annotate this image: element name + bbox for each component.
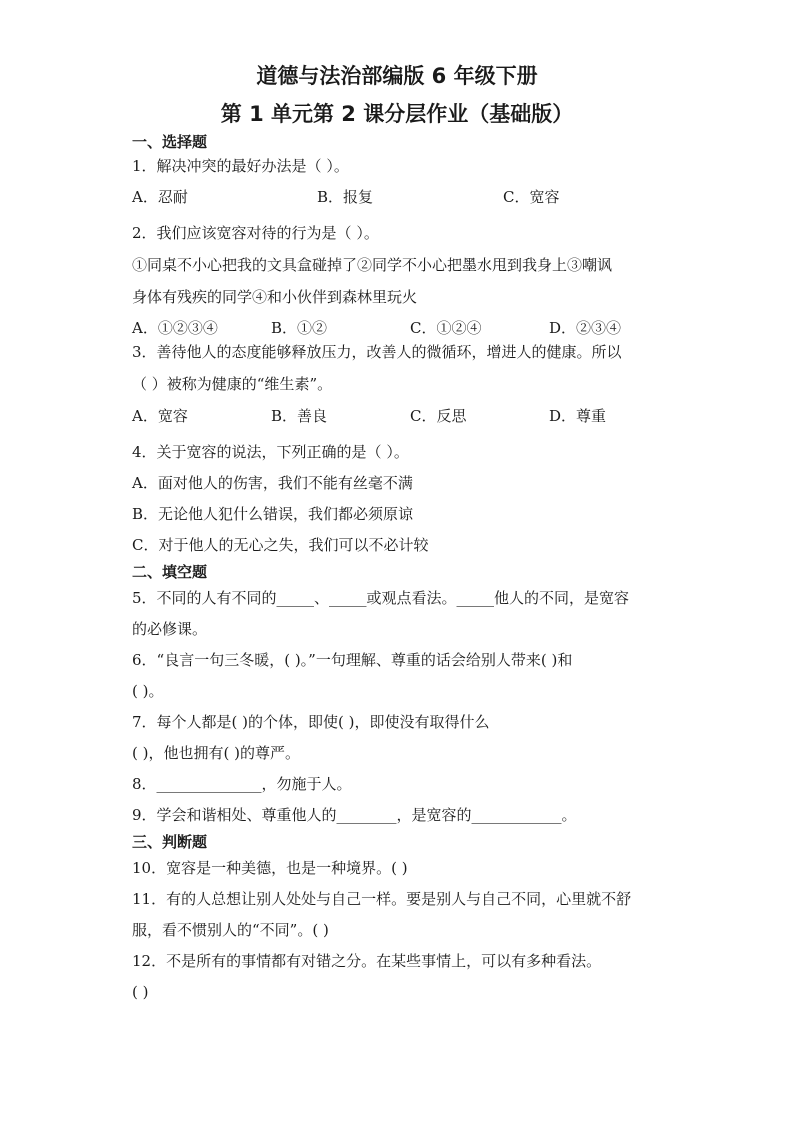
q4-option-c: C．对于他人的无心之失，我们可以不必计较 (132, 536, 429, 554)
q5-line-1: 5．不同的人有不同的_____、_____或观点看法。_____他人的不同，是宽容 (132, 589, 630, 607)
q3-options (132, 405, 734, 427)
q2-text-1: ①同桌不小心把我的文具盒碰掉了②同学不小心把墨水甩到我身上③嘲讽 (132, 256, 613, 274)
q1-option-a: A．忍耐 (132, 188, 188, 206)
q3-stem-2: （ ）被称为健康的“维生素”。 (132, 375, 333, 393)
q12-line-1: 12．不是所有的事情都有对错之分。在某些事情上，可以有多种看法。 (132, 952, 602, 970)
q11-line-1: 11．有的人总想让别人处处与自己一样。要是别人与自己不同，心里就不舒 (132, 890, 632, 908)
q2-option-d: D．②③④ (549, 319, 622, 337)
section-choice-heading: 一、选择题 (132, 133, 208, 151)
q3-option-b: B．善良 (271, 407, 328, 425)
q6-line-2: ( )。 (132, 682, 164, 700)
q8-line: 8．______________，勿施于人。 (132, 775, 352, 793)
q10-line: 10．宽容是一种美德，也是一种境界。( ) (132, 859, 408, 877)
q2-option-b: B．①② (271, 319, 328, 337)
q5-line-2: 的必修课。 (132, 620, 208, 638)
q1-options (132, 186, 734, 208)
q7-line-1: 7．每个人都是( )的个体，即使( )，即使没有取得什么 (132, 713, 490, 731)
q3-option-d: D．尊重 (549, 407, 607, 425)
q6-line-1: 6．“良言一句三冬暖，( )。”一句理解、尊重的话会给别人带来( )和 (132, 651, 573, 669)
q4-stem: 4．关于宽容的说法，下列正确的是（ ）。 (132, 443, 409, 461)
q2-options (132, 317, 734, 339)
section-fill-heading: 二、填空题 (132, 563, 208, 581)
q1-stem: 1．解决冲突的最好办法是（ ）。 (132, 157, 349, 175)
q2-option-c: C．①②④ (410, 319, 482, 337)
q7-line-2: ( )，他也拥有( )的尊严。 (132, 744, 300, 762)
q2-text-2: 身体有残疾的同学④和小伙伴到森林里玩火 (132, 288, 418, 306)
q3-stem-1: 3．善待他人的态度能够释放压力，改善人的微循环，增进人的健康。所以 (132, 343, 622, 361)
q4-option-b: B．无论他人犯什么错误，我们都必须原谅 (132, 505, 414, 523)
q3-option-c: C．反思 (410, 407, 467, 425)
q1-option-c: C．宽容 (503, 188, 560, 206)
q1-option-b: B．报复 (317, 188, 374, 206)
q9-line: 9．学会和谐相处、尊重他人的________，是宽容的____________。 (132, 806, 577, 824)
title-line-2: 第 1 单元第 2 课分层作业（基础版） (220, 102, 574, 126)
q2-stem: 2．我们应该宽容对待的行为是（ ）。 (132, 224, 379, 242)
q11-line-2: 服，看不惯别人的“不同”。( ) (132, 921, 329, 939)
q3-option-a: A．宽容 (132, 407, 188, 425)
q12-line-2: ( ) (132, 983, 149, 1001)
title-line-1: 道德与法治部编版 6 年级下册 (256, 64, 538, 88)
q4-option-a: A．面对他人的伤害，我们不能有丝毫不满 (132, 474, 413, 492)
q2-option-a: A．①②③④ (132, 319, 218, 337)
section-judge-heading: 三、判断题 (132, 833, 208, 851)
